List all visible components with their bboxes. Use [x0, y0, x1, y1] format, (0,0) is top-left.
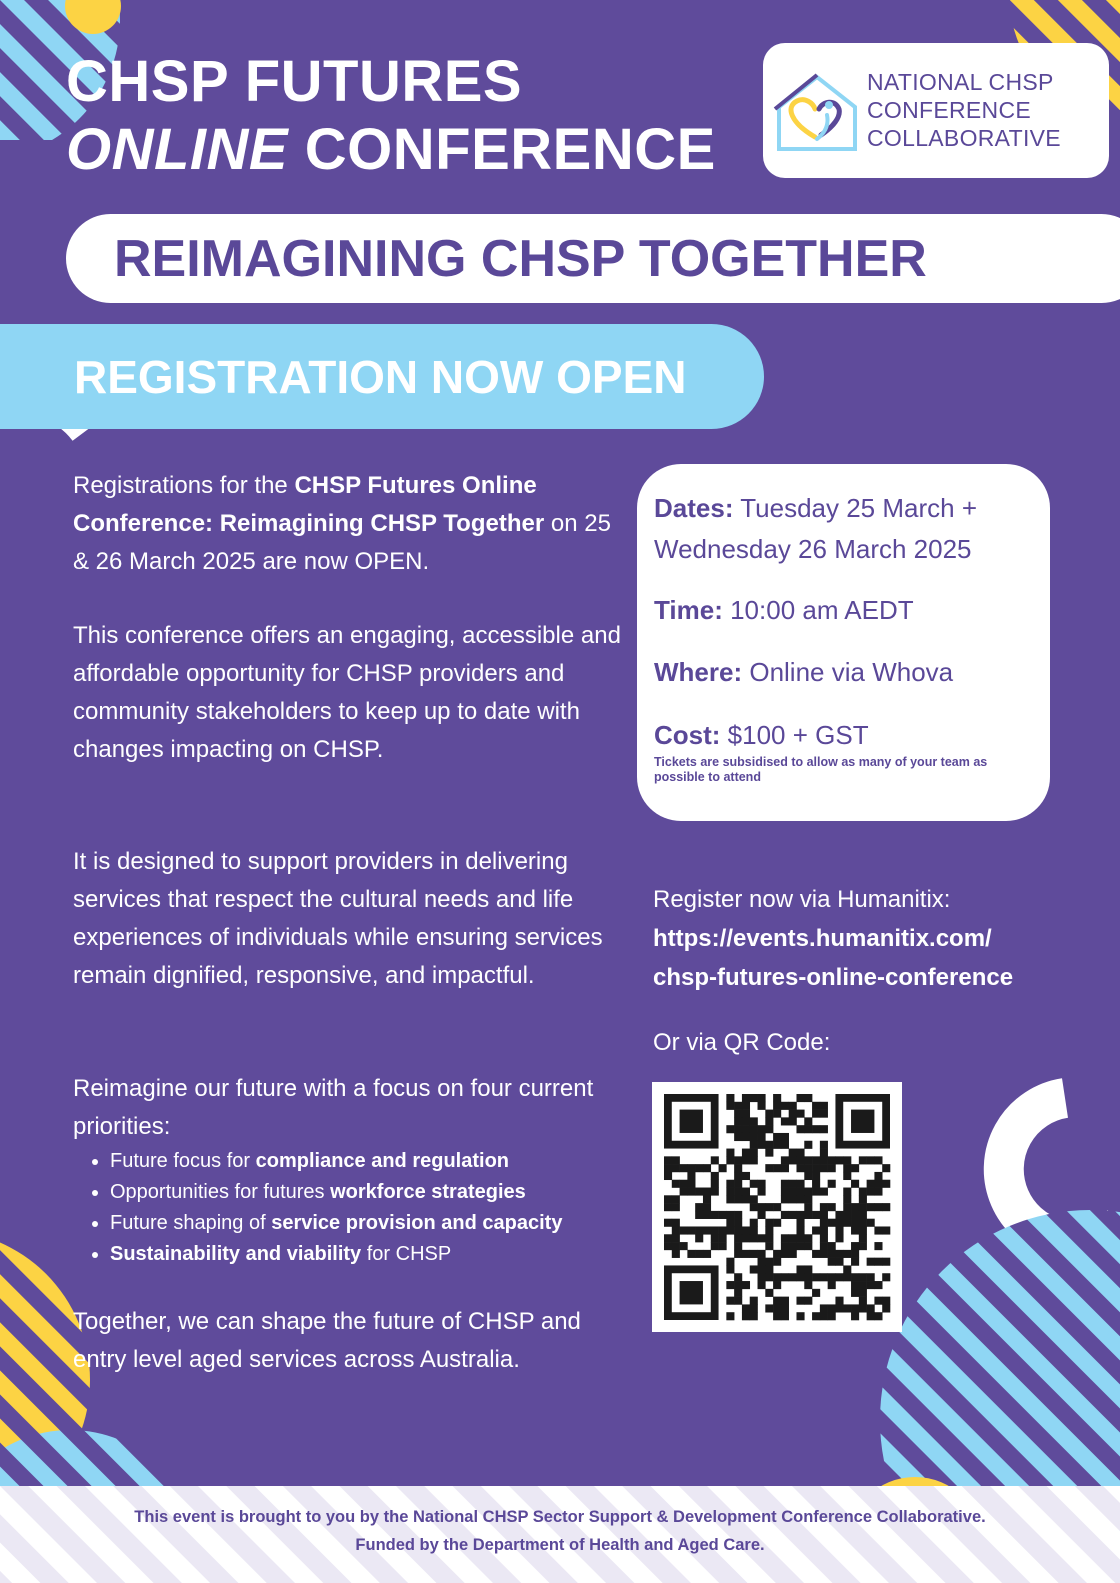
- house-heart-person-icon: [771, 71, 863, 153]
- qr-code[interactable]: [652, 1082, 902, 1332]
- time-value: 10:00 am AEDT: [722, 595, 914, 625]
- footer: [0, 1486, 1120, 1583]
- where-label: Where:: [654, 657, 743, 687]
- where-row: [654, 652, 1039, 693]
- title-online: ONLINE: [66, 117, 289, 182]
- logo-line1: NATIONAL CHSP: [867, 69, 1054, 95]
- list-item: [110, 1146, 670, 1177]
- cost-label: Cost:: [654, 720, 721, 750]
- time-label: Time:: [654, 595, 723, 625]
- list-item: [110, 1177, 670, 1208]
- logo-text: [867, 68, 1061, 152]
- qr-code-icon: [652, 1082, 902, 1332]
- list-item: [110, 1208, 670, 1239]
- priority-post: for CHSP: [361, 1243, 452, 1265]
- conference-title: [66, 48, 716, 184]
- title-line1: CHSP FUTURES: [66, 49, 523, 114]
- cost-note: Tickets are subsidised to allow as many of your team as possible to attend: [654, 755, 988, 784]
- list-item: [110, 1239, 670, 1270]
- logo-line3: COLLABORATIVE: [867, 125, 1061, 151]
- tagline-banner: [66, 214, 1120, 303]
- priority-pre: Opportunities for futures: [110, 1181, 331, 1203]
- qr-label: Or via QR Code:: [653, 1029, 831, 1056]
- cost-value: $100 + GST: [720, 720, 869, 750]
- collaborative-logo: [763, 43, 1109, 178]
- priorities-intro: Reimagine our future with a focus on four current priorities:: [73, 1075, 594, 1140]
- title-line2: [66, 116, 716, 184]
- dates-row: [654, 488, 1039, 570]
- cost-row: [654, 715, 1039, 756]
- closing-paragraph: Together, we can shape the future of CHSP and entry level aged services across Australia.: [73, 1308, 581, 1373]
- register-url-line1[interactable]: https://events.humanitix.com/: [653, 925, 992, 952]
- event-details-card: [637, 464, 1050, 821]
- priority-pre: Future shaping of: [110, 1212, 272, 1234]
- priority-bold: Sustainability and viability: [110, 1243, 362, 1265]
- description-paragraph: This conference offers an engaging, accessible and affordable opportunity for CHSP providers and community stakeholders to keep up to date with changes impacting on CHSP.: [73, 622, 621, 763]
- where-value: Online via Whova: [742, 657, 954, 687]
- register-link[interactable]: [653, 919, 1073, 997]
- priority-bold: workforce strategies: [330, 1181, 526, 1203]
- footer-line2: Funded by the Department of Health and Aged Care.: [355, 1536, 765, 1554]
- priorities-list: [90, 1146, 670, 1270]
- intro-bold: CHSP Futures Online Conference: Reimagining CHSP Together: [73, 472, 545, 537]
- register-url-line2[interactable]: chsp-futures-online-conference: [653, 964, 1014, 991]
- priority-pre: Future focus for: [110, 1150, 256, 1172]
- intro-post: on 25 & 26 March 2025 are now OPEN.: [73, 510, 611, 575]
- purpose-paragraph: It is designed to support providers in delivering services that respect the cultural needs and life experiences of individuals while ensuring services remain dignified, responsive, and impactful.: [73, 848, 603, 989]
- intro-paragraph: [73, 467, 633, 581]
- priority-bold: service provision and capacity: [271, 1212, 563, 1234]
- dates-label: Dates:: [654, 493, 734, 523]
- footer-text: [0, 1503, 1120, 1559]
- registration-banner-text: REGISTRATION NOW OPEN: [74, 351, 687, 403]
- tagline-text: REIMAGINING CHSP TOGETHER: [114, 230, 927, 288]
- dates-value: Tuesday 25 March + Wednesday 26 March 2025: [654, 493, 978, 564]
- intro-pre: Registrations for the: [73, 472, 295, 499]
- registration-banner: [0, 324, 764, 429]
- logo-line2: CONFERENCE: [867, 97, 1032, 123]
- priority-bold: compliance and regulation: [255, 1150, 510, 1172]
- register-intro: Register now via Humanitix:: [653, 886, 951, 913]
- time-row: [654, 590, 1039, 631]
- title-conference: CONFERENCE: [304, 117, 716, 182]
- footer-line1: This event is brought to you by the National CHSP Sector Support & Development Conference Collaborative.: [134, 1508, 986, 1526]
